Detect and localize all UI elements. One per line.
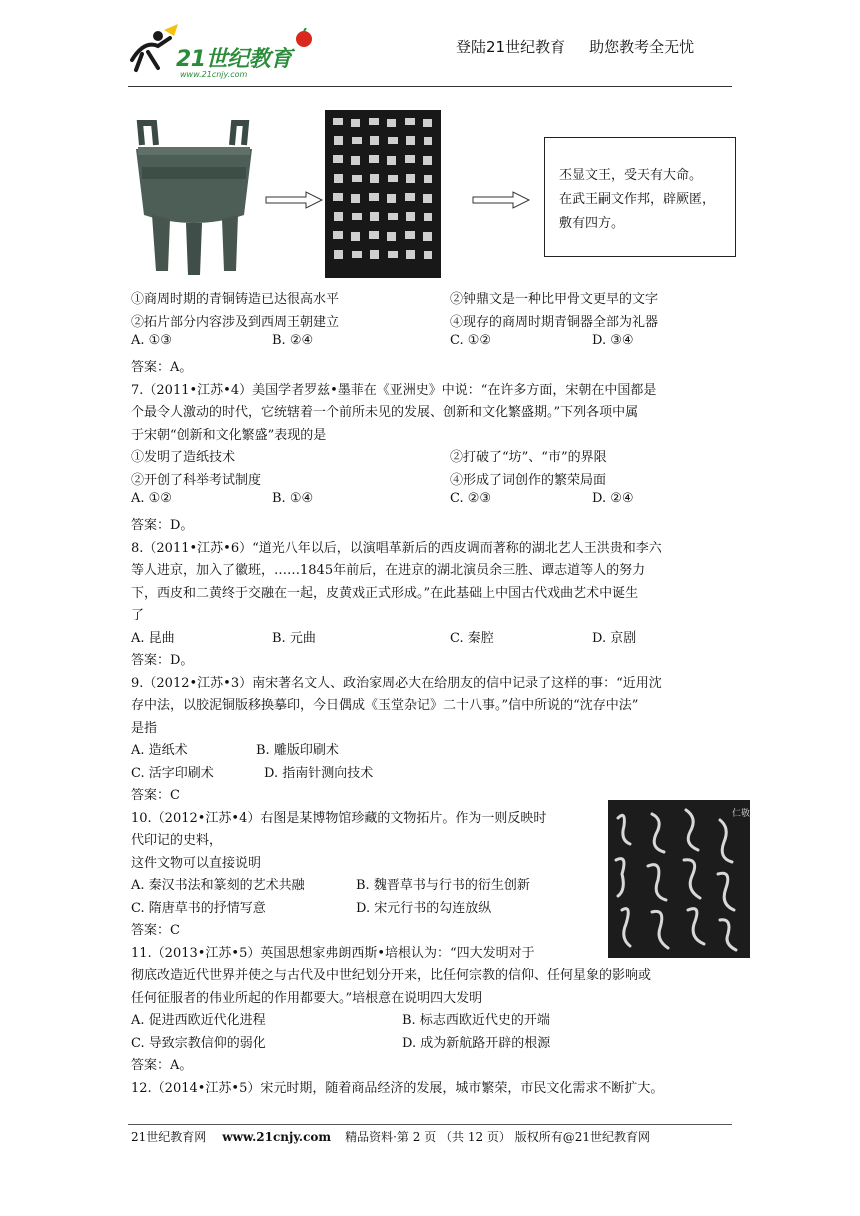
calligraphy-rubbing-image — [608, 800, 750, 958]
q8-choice-a: A. 昆曲 — [131, 631, 175, 646]
q10-answer: 答案：C — [131, 923, 180, 938]
page-footer — [131, 1128, 650, 1145]
footer-url-link[interactable]: www.21cnjy.com — [222, 1130, 332, 1144]
inscription-line-1: 丕显文王，受天有大命。 — [559, 168, 703, 183]
q7-choice-a: A. ①② — [131, 491, 172, 506]
inscription-line-3: 敷有四方。 — [559, 216, 625, 231]
q9-line-3: 是指 — [131, 721, 158, 736]
q11-answer: 答案：A。 — [131, 1058, 193, 1073]
q8-choice-d: D. 京剧 — [592, 631, 637, 646]
rubbing-caption: 仁敬 — [732, 809, 750, 819]
q7-line-2: 个最令人激动的时代，它统辖着一个前所未见的发展、创新和文化繁盛期。”下列各项中属 — [131, 405, 639, 420]
q7-line-3: 于宋朝“创新和文化繁盛”表现的是 — [131, 428, 327, 443]
inscription-line-2: 在武王嗣文作邦，辟厥匿， — [559, 192, 716, 207]
q10-choice-a: A. 秦汉书法和篆刻的艺术共融 — [131, 878, 305, 893]
q11-line-3: 任何征服者的伟业所起的作用都要大。”培根意在说明四大发明 — [131, 991, 483, 1006]
q11-choice-b: B. 标志西欧近代史的开端 — [402, 1013, 550, 1028]
q7-choice-b: B. ①④ — [272, 491, 314, 506]
q8-choice-b: B. 元曲 — [272, 631, 316, 646]
q10-line-3: 这件文物可以直接说明 — [131, 856, 262, 871]
inscription-text-box — [544, 137, 736, 257]
q10-choice-d: D. 宋元行书的勾连放纵 — [356, 901, 492, 916]
q6-opt3: ②拓片部分内容涉及到西周王朝建立 — [131, 315, 340, 330]
footer-rule — [128, 1124, 732, 1125]
q9-choice-c: C. 活字印刷术 — [131, 766, 214, 781]
q8-line-2: 等人进京，加入了徽班，……1845年前后，在进京的湖北演员余三胜、谭志道等人的努力 — [131, 563, 646, 578]
logo-url: www.21cnjy.com — [180, 70, 248, 79]
q11-line-1: 11.（2013•江苏•5）英国思想家弗朗西斯•培根认为：“四大发明对于 — [131, 946, 535, 961]
q7-line-1: 7.（2011•江苏•4）美国学者罗兹•墨菲在《亚洲史》中说：“在许多方面，宋朝在中国都是 — [131, 383, 657, 398]
q11-choice-c: C. 导致宗教信仰的弱化 — [131, 1036, 266, 1051]
q9-line-1: 9.（2012•江苏•3）南宋著名文人、政治家周必大在给朋友的信中记录了这样的事：“近用沈 — [131, 676, 662, 691]
slogan-left: 登陆21世纪教育 — [456, 38, 566, 56]
q6-answer: 答案：A。 — [131, 360, 193, 375]
q9-choice-d: D. 指南针测向技术 — [264, 766, 374, 781]
q10-choice-c: C. 隋唐草书的抒情写意 — [131, 901, 266, 916]
header-slogan — [456, 36, 694, 57]
footer-page-info: 精品资料·第 2 页 （共 12 页） 版权所有@21世纪教育网 — [345, 1130, 650, 1144]
q7-opt4: ④形成了词创作的繁荣局面 — [450, 473, 607, 488]
q6-choice-b: B. ②④ — [272, 333, 314, 348]
q10-choice-b: B. 魏晋草书与行书的衍生创新 — [356, 878, 530, 893]
q7-choice-d: D. ②④ — [592, 491, 634, 506]
inscription-rubbing-image — [325, 110, 441, 278]
logo-text: 21世纪教育 — [176, 47, 292, 72]
q8-answer: 答案：D。 — [131, 653, 194, 668]
q12-line-1: 12.（2014•江苏•5）宋元时期，随着商品经济的发展，城市繁荣，市民文化需求不断扩大。 — [131, 1081, 664, 1096]
header-rule — [128, 86, 732, 87]
q6-opt2: ②钟鼎文是一种比甲骨文更早的文字 — [450, 292, 659, 307]
q7-opt3: ②开创了科举考试制度 — [131, 473, 262, 488]
q10-line-2: 代印记的史料， — [131, 833, 223, 848]
arrow-right-icon-2 — [471, 190, 531, 210]
q6-choice-a: A. ①③ — [131, 333, 172, 348]
q11-choice-a: A. 促进西欧近代化进程 — [131, 1013, 266, 1028]
q6-choice-c: C. ①② — [450, 333, 492, 348]
q6-opt1: ①商周时期的青铜铸造已达很高水平 — [131, 292, 340, 307]
q6-opt4: ④现存的商周时期青铜器全部为礼器 — [450, 315, 659, 330]
q8-line-3: 下，西皮和二黄终于交融在一起，皮黄戏正式形成。”在此基础上中国古代戏曲艺术中诞生 — [131, 586, 639, 601]
q6-choice-d: D. ③④ — [592, 333, 634, 348]
arrow-right-icon — [264, 190, 324, 210]
footer-site-name: 21世纪教育网 — [131, 1130, 207, 1144]
site-logo[interactable] — [118, 20, 318, 80]
q8-line-1: 8.（2011•江苏•6）“道光八年以后，以演唱革新后的西皮调而著称的湖北艺人王洪贵和李六 — [131, 541, 662, 556]
q10-line-1: 10.（2012•江苏•4）右图是某博物馆珍藏的文物拓片。作为一则反映时 — [131, 811, 547, 826]
q11-line-2: 彻底改造近代世界并使之与古代及中世纪划分开来，比任何宗教的信仰、任何星象的影响或 — [131, 968, 652, 983]
bronze-ding-image — [130, 115, 258, 277]
q8-line-4: 了 — [131, 608, 145, 623]
q8-choice-c: C. 秦腔 — [450, 631, 494, 646]
q9-line-2: 存中法，以胶泥铜版移换摹印，今日偶成《玉堂杂记》二十八事。”信中所说的“沈存中法” — [131, 698, 639, 713]
apple-icon — [294, 28, 314, 48]
q7-opt2: ②打破了“坊”、“市”的界限 — [450, 450, 607, 465]
slogan-right: 助您教考全无忧 — [589, 38, 695, 56]
q7-answer: 答案：D。 — [131, 518, 194, 533]
q7-choice-c: C. ②③ — [450, 491, 492, 506]
q7-opt1: ①发明了造纸技术 — [131, 450, 236, 465]
q9-answer: 答案：C — [131, 788, 180, 803]
q9-choice-a: A. 造纸术 — [131, 743, 188, 758]
q9-choice-b: B. 雕版印刷术 — [256, 743, 339, 758]
q11-choice-d: D. 成为新航路开辟的根源 — [402, 1036, 551, 1051]
